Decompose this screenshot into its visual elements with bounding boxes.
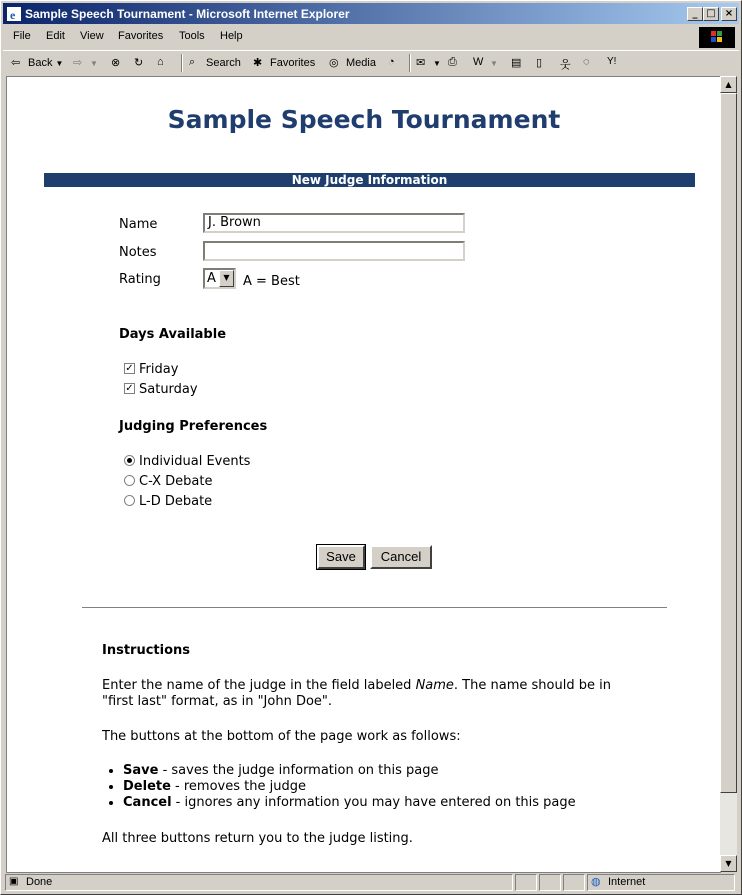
divider <box>82 607 667 609</box>
status-panel <box>515 874 537 891</box>
instructions-paragraph-3: All three buttons return you to the judge listing. <box>102 831 413 846</box>
instructions-heading: Instructions <box>102 643 191 658</box>
back-arrow-icon: ⇦ <box>11 57 21 69</box>
name-label: Name <box>119 217 158 232</box>
word-icon: W <box>473 56 484 68</box>
instructions-emphasis: Name <box>415 678 454 693</box>
instructions-text: Enter the name of the judge in the field labeled <box>102 678 416 693</box>
rating-label: Rating <box>119 272 161 287</box>
title-bar <box>3 3 739 24</box>
cancel-button[interactable]: Cancel <box>370 545 432 569</box>
saturday-label: Saturday <box>139 382 198 397</box>
home-button[interactable] <box>157 54 171 72</box>
page-content <box>6 76 721 873</box>
ld-debate-radio[interactable] <box>124 495 135 506</box>
yahoo-icon: Y! <box>607 56 617 67</box>
mail-icon: ✉ <box>416 57 426 69</box>
zone-text: Internet <box>608 876 646 888</box>
edit-dropdown-icon[interactable]: ▼ <box>490 58 498 68</box>
mail-dropdown-icon[interactable]: ▼ <box>433 58 441 68</box>
menu-help[interactable]: Help <box>220 30 243 42</box>
stop-icon: ⊗ <box>111 57 121 69</box>
rating-select[interactable] <box>203 268 236 289</box>
page-title: Sample Speech Tournament <box>167 105 561 134</box>
forward-arrow-icon: ⇨ <box>73 57 83 69</box>
menu-tools[interactable]: Tools <box>179 30 205 42</box>
friday-checkbox[interactable]: ✓ <box>125 363 134 374</box>
star-icon: ✱ <box>253 57 263 69</box>
back-label: Back <box>28 57 53 69</box>
notes-field[interactable] <box>203 241 465 261</box>
messenger-icon: 웃 <box>560 59 571 71</box>
menu-favorites[interactable]: Favorites <box>118 30 164 42</box>
toolbar-separator <box>181 54 183 72</box>
list-term: Save <box>123 763 159 778</box>
print-button[interactable] <box>448 54 462 72</box>
judging-preferences-heading: Judging Preferences <box>119 419 268 434</box>
messenger-button[interactable] <box>560 54 574 72</box>
instructions-paragraph-2: The buttons at the bottom of the page work as follows: <box>102 729 461 744</box>
vertical-scrollbar[interactable] <box>720 76 737 872</box>
scroll-down-icon[interactable]: ▼ <box>720 855 737 872</box>
page-icon: ▣ <box>9 876 19 887</box>
book-icon: ▯ <box>536 57 543 69</box>
search-button[interactable] <box>189 54 241 72</box>
list-item <box>123 779 576 795</box>
friday-label: Friday <box>139 362 179 377</box>
discuss-button[interactable] <box>511 54 525 72</box>
list-desc: - saves the judge information on this page <box>158 763 439 778</box>
button-list <box>102 763 576 811</box>
status-text: Done <box>26 876 53 888</box>
name-field[interactable]: J. Brown <box>203 213 465 233</box>
days-available-heading: Days Available <box>119 327 227 342</box>
status-panel <box>563 874 585 891</box>
status-bar <box>3 873 739 893</box>
zone-panel <box>587 874 735 891</box>
save-button[interactable]: Save <box>317 545 365 569</box>
yahoo-button[interactable] <box>607 54 621 72</box>
favorites-label: Favorites <box>270 57 316 69</box>
list-term: Delete <box>123 779 171 794</box>
favorites-button[interactable] <box>253 54 315 72</box>
mail-button[interactable] <box>416 54 441 72</box>
status-panel <box>539 874 561 891</box>
menu-view[interactable]: View <box>80 30 104 42</box>
notes-label: Notes <box>119 245 157 260</box>
individual-events-radio[interactable] <box>124 455 135 466</box>
refresh-button[interactable] <box>134 54 148 72</box>
maximize-button[interactable]: □ <box>703 7 719 21</box>
refresh-icon: ↻ <box>134 57 144 69</box>
research-button[interactable] <box>536 54 550 72</box>
rating-hint: A = Best <box>243 274 300 289</box>
window-title: Sample Speech Tournament - Microsoft Internet Explorer <box>25 7 350 21</box>
section-banner: New Judge Information <box>44 173 695 187</box>
history-button[interactable] <box>388 54 402 72</box>
document-icon: ▤ <box>511 57 522 69</box>
close-button[interactable]: × <box>721 7 737 21</box>
stop-button[interactable] <box>111 54 125 72</box>
media-button[interactable] <box>329 54 376 72</box>
scroll-thumb[interactable] <box>720 93 737 793</box>
media-icon: ◎ <box>329 57 339 69</box>
individual-events-label: Individual Events <box>139 454 251 469</box>
edit-button[interactable] <box>473 54 498 72</box>
saturday-checkbox[interactable]: ✓ <box>125 383 134 394</box>
forward-dropdown-icon[interactable]: ▼ <box>90 58 98 68</box>
cx-debate-label: C-X Debate <box>139 474 213 489</box>
speech-bubble-icon: ◌ <box>583 56 590 68</box>
chat-button[interactable] <box>583 54 597 72</box>
printer-icon: ⎙ <box>448 56 457 68</box>
menu-file[interactable]: File <box>13 30 31 42</box>
list-desc: - ignores any information you may have entered on this page <box>171 795 576 810</box>
rating-value: A <box>207 271 216 286</box>
chevron-down-icon[interactable]: ▼ <box>219 270 234 287</box>
windows-logo-icon <box>699 27 735 48</box>
home-icon: ⌂ <box>157 56 164 68</box>
list-item <box>123 795 576 811</box>
list-desc: - removes the judge <box>170 779 306 794</box>
list-term: Cancel <box>123 795 172 810</box>
instructions-paragraph-1 <box>102 678 642 710</box>
forward-button[interactable] <box>73 54 98 72</box>
cx-debate-radio[interactable] <box>124 475 135 486</box>
minimize-button[interactable]: _ <box>687 7 703 21</box>
toolbar-separator <box>409 54 411 72</box>
menu-edit[interactable]: Edit <box>46 30 65 42</box>
ld-debate-label: L-D Debate <box>139 494 213 509</box>
back-dropdown-icon[interactable]: ▼ <box>55 58 64 68</box>
search-label: Search <box>206 57 241 69</box>
globe-icon: ◍ <box>591 876 601 888</box>
list-item <box>123 763 576 779</box>
back-button[interactable] <box>11 54 63 72</box>
scroll-up-icon[interactable]: ▲ <box>720 76 737 93</box>
toolbar <box>3 50 739 75</box>
history-icon: ◔ <box>388 56 395 68</box>
menu-bar <box>3 26 739 48</box>
ie-logo-icon <box>6 6 22 22</box>
media-label: Media <box>346 57 376 69</box>
svg-text:e: e <box>10 8 16 22</box>
instructions-text: . The name should be in "first last" format, as in "John Doe". <box>102 678 611 709</box>
search-icon: ⌕ <box>189 56 196 68</box>
status-panel <box>5 874 513 891</box>
